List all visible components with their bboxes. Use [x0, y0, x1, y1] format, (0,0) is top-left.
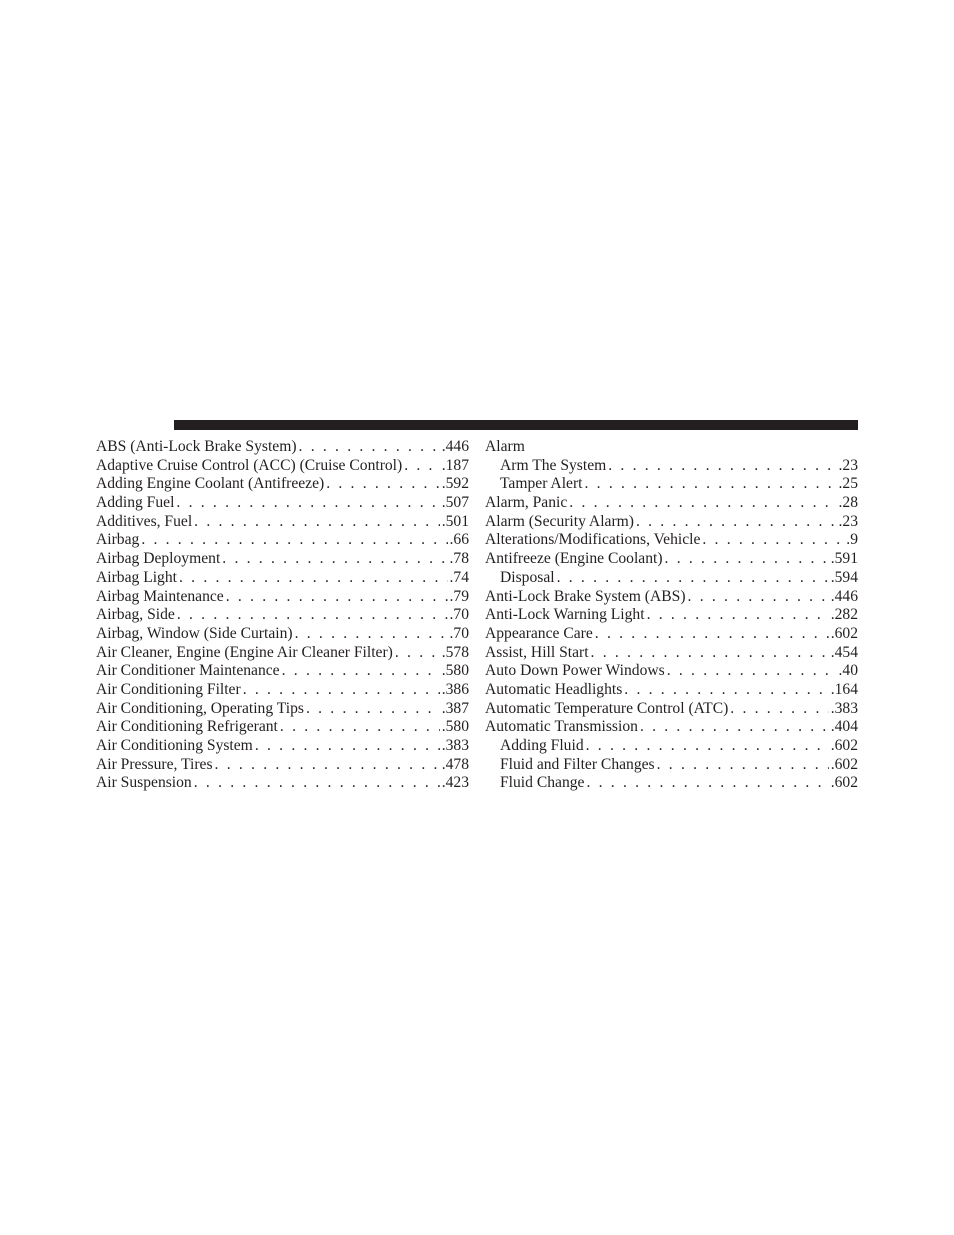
- dot-leader: [282, 662, 440, 681]
- index-subentry: [485, 774, 858, 793]
- index-term: Airbag, Window (Side Curtain): [96, 624, 293, 642]
- index-term: Adaptive Cruise Control (ACC) (Cruise Control): [96, 456, 403, 474]
- page-number: .387: [441, 699, 469, 717]
- page-number: .23: [838, 456, 858, 474]
- index-term: Airbag, Side: [96, 606, 175, 624]
- index-term: Fluid Change: [500, 774, 585, 792]
- dot-leader: [667, 662, 837, 681]
- page-number: .25: [838, 475, 858, 493]
- index-term: Adding Fluid: [500, 737, 584, 754]
- index-term: Air Cleaner, Engine (Engine Air Cleaner Filter): [96, 643, 393, 661]
- index-term: Air Conditioning Refrigerant: [96, 718, 278, 736]
- page-number: .507: [441, 494, 469, 512]
- dot-leader: [176, 494, 439, 513]
- index-term: Air Conditioning, Operating Tips: [96, 699, 304, 717]
- dot-leader: [222, 550, 447, 569]
- index-term: ABS (Anti-Lock Brake System): [96, 438, 297, 455]
- index-entry: [96, 550, 469, 569]
- page-number: .66: [449, 531, 469, 549]
- index-term: Airbag: [96, 531, 140, 549]
- page-number: .79: [449, 587, 469, 605]
- page-number: .602: [830, 774, 858, 792]
- index-entry: [96, 475, 469, 494]
- index-subentry: [485, 569, 858, 588]
- index-entry: [96, 625, 469, 644]
- index-entry: [485, 513, 858, 532]
- index-term: Airbag Light: [96, 568, 177, 586]
- index-entry: [96, 531, 469, 550]
- dot-leader: [243, 681, 440, 700]
- page-number: .70: [449, 606, 469, 624]
- dot-leader: [194, 513, 440, 532]
- index-term: Tamper Alert: [500, 475, 583, 493]
- page-number: .386: [441, 680, 469, 698]
- index-term: Adding Fuel: [96, 494, 175, 512]
- dot-leader: [591, 644, 829, 663]
- index-term: Anti-Lock Brake System (ABS): [485, 587, 686, 605]
- index-term: Automatic Transmission: [485, 718, 638, 736]
- dot-leader: [215, 756, 440, 775]
- index-term: Disposal: [500, 568, 555, 586]
- index-entry: [96, 756, 469, 775]
- index-subentry: [485, 457, 858, 476]
- page-number: .9: [846, 531, 858, 549]
- index-term: Antifreeze (Engine Coolant): [485, 550, 663, 568]
- index-entry: [96, 457, 469, 476]
- index-entry: [96, 737, 469, 756]
- page-number: .187: [441, 456, 469, 474]
- index-column-left: [96, 438, 469, 793]
- page-number: .383: [830, 699, 858, 717]
- index-entry: [96, 774, 469, 793]
- index-term: Anti-Lock Warning Light: [485, 606, 645, 624]
- page-number: .580: [441, 662, 469, 680]
- index-term: Airbag Deployment: [96, 550, 221, 568]
- index-term: Appearance Care: [485, 624, 593, 642]
- index-entry: [96, 588, 469, 607]
- index-term: Assist, Hill Start: [485, 643, 589, 661]
- index-entry: [485, 718, 858, 737]
- dot-leader: [702, 531, 844, 550]
- page-number: .74: [449, 568, 469, 586]
- index-term: Fluid and Filter Changes: [500, 755, 655, 773]
- page-number: .602: [830, 737, 858, 754]
- index-entry: [96, 681, 469, 700]
- index-term: Arm The System: [500, 456, 607, 474]
- page-number: .446: [441, 438, 469, 455]
- index-entry: [96, 438, 469, 457]
- page-number: .602: [830, 624, 858, 642]
- index-entry: [485, 644, 858, 663]
- index-entry: [485, 625, 858, 644]
- index-column-right: [485, 438, 858, 793]
- page-number: .78: [449, 550, 469, 568]
- index-term: Air Pressure, Tires: [96, 755, 213, 773]
- dot-leader: [657, 756, 829, 775]
- index-entry: [96, 513, 469, 532]
- index-term: Auto Down Power Windows: [485, 662, 665, 680]
- index-term: Additives, Fuel: [96, 512, 193, 530]
- dot-leader: [395, 644, 440, 663]
- page-number: .23: [838, 512, 858, 530]
- index-entry: [485, 438, 858, 457]
- page-number: .594: [830, 568, 858, 586]
- index-entry: [96, 494, 469, 513]
- dot-leader: [226, 588, 448, 607]
- index-entry: [96, 569, 469, 588]
- dot-leader: [688, 588, 829, 607]
- page-number: .478: [441, 755, 469, 773]
- page-number: .454: [830, 643, 858, 661]
- dot-leader: [177, 606, 448, 625]
- index-entry: [96, 606, 469, 625]
- index-entry: [485, 494, 858, 513]
- index-term: Air Conditioner Maintenance: [96, 662, 280, 680]
- dot-leader: [179, 569, 448, 588]
- page-number: .423: [441, 774, 469, 792]
- dot-leader: [640, 718, 829, 737]
- index-entry: [485, 662, 858, 681]
- index-entry: [485, 681, 858, 700]
- page-number: .164: [830, 680, 858, 698]
- dot-leader: [404, 457, 439, 476]
- dot-leader: [557, 569, 829, 588]
- dot-leader: [194, 774, 440, 793]
- dot-leader: [665, 550, 829, 569]
- dot-leader: [295, 625, 448, 644]
- index-entry: [96, 718, 469, 737]
- dot-leader: [569, 494, 836, 513]
- dot-leader: [586, 774, 828, 793]
- dot-leader: [730, 700, 828, 719]
- index-entry: [485, 531, 858, 550]
- page-number: .501: [441, 512, 469, 530]
- index-term: Alarm: [485, 438, 525, 455]
- index-term: Alarm, Panic: [485, 494, 568, 512]
- dot-leader: [326, 475, 439, 494]
- page-number: .70: [449, 624, 469, 642]
- dot-leader: [586, 737, 829, 756]
- dot-leader: [608, 457, 836, 476]
- page-number: .40: [838, 662, 858, 680]
- dot-leader: [280, 718, 440, 737]
- index-entry: [485, 606, 858, 625]
- index-term: Adding Engine Coolant (Antifreeze): [96, 475, 325, 493]
- index-entry: [485, 588, 858, 607]
- index-subentry: [485, 475, 858, 494]
- dot-leader: [636, 513, 837, 532]
- header-rule: [174, 420, 858, 430]
- index-term: Air Conditioning System: [96, 737, 253, 754]
- dot-leader: [595, 625, 829, 644]
- dot-leader: [306, 700, 440, 719]
- page-number: .591: [830, 550, 858, 568]
- index-term: Airbag Maintenance: [96, 587, 224, 605]
- index-subentry: [485, 737, 858, 756]
- index-term: Alterations/Modifications, Vehicle: [485, 531, 701, 549]
- index-entry: [96, 662, 469, 681]
- page-number: .446: [830, 587, 858, 605]
- index-term: Air Suspension: [96, 774, 192, 792]
- index-term: Air Conditioning Filter: [96, 680, 241, 698]
- page-number: .383: [441, 737, 469, 754]
- index-entry: [96, 700, 469, 719]
- page-number: .28: [838, 494, 858, 512]
- index-entry: [485, 700, 858, 719]
- page-number: .580: [441, 718, 469, 736]
- page-number: .282: [830, 606, 858, 624]
- page-number: .578: [441, 643, 469, 661]
- index-term: Automatic Temperature Control (ATC): [485, 699, 729, 717]
- index-entry: [96, 644, 469, 663]
- dot-leader: [584, 475, 836, 494]
- index-term: Alarm (Security Alarm): [485, 512, 634, 530]
- index-entry: [485, 550, 858, 569]
- dot-leader: [299, 438, 440, 457]
- index-term: Automatic Headlights: [485, 680, 623, 698]
- dot-leader: [255, 737, 440, 756]
- page-number: .592: [441, 475, 469, 493]
- dot-leader: [647, 606, 829, 625]
- index-subentry: [485, 756, 858, 775]
- dot-leader: [624, 681, 828, 700]
- dot-leader: [141, 531, 447, 550]
- page-number: .404: [830, 718, 858, 736]
- page-number: .602: [830, 755, 858, 773]
